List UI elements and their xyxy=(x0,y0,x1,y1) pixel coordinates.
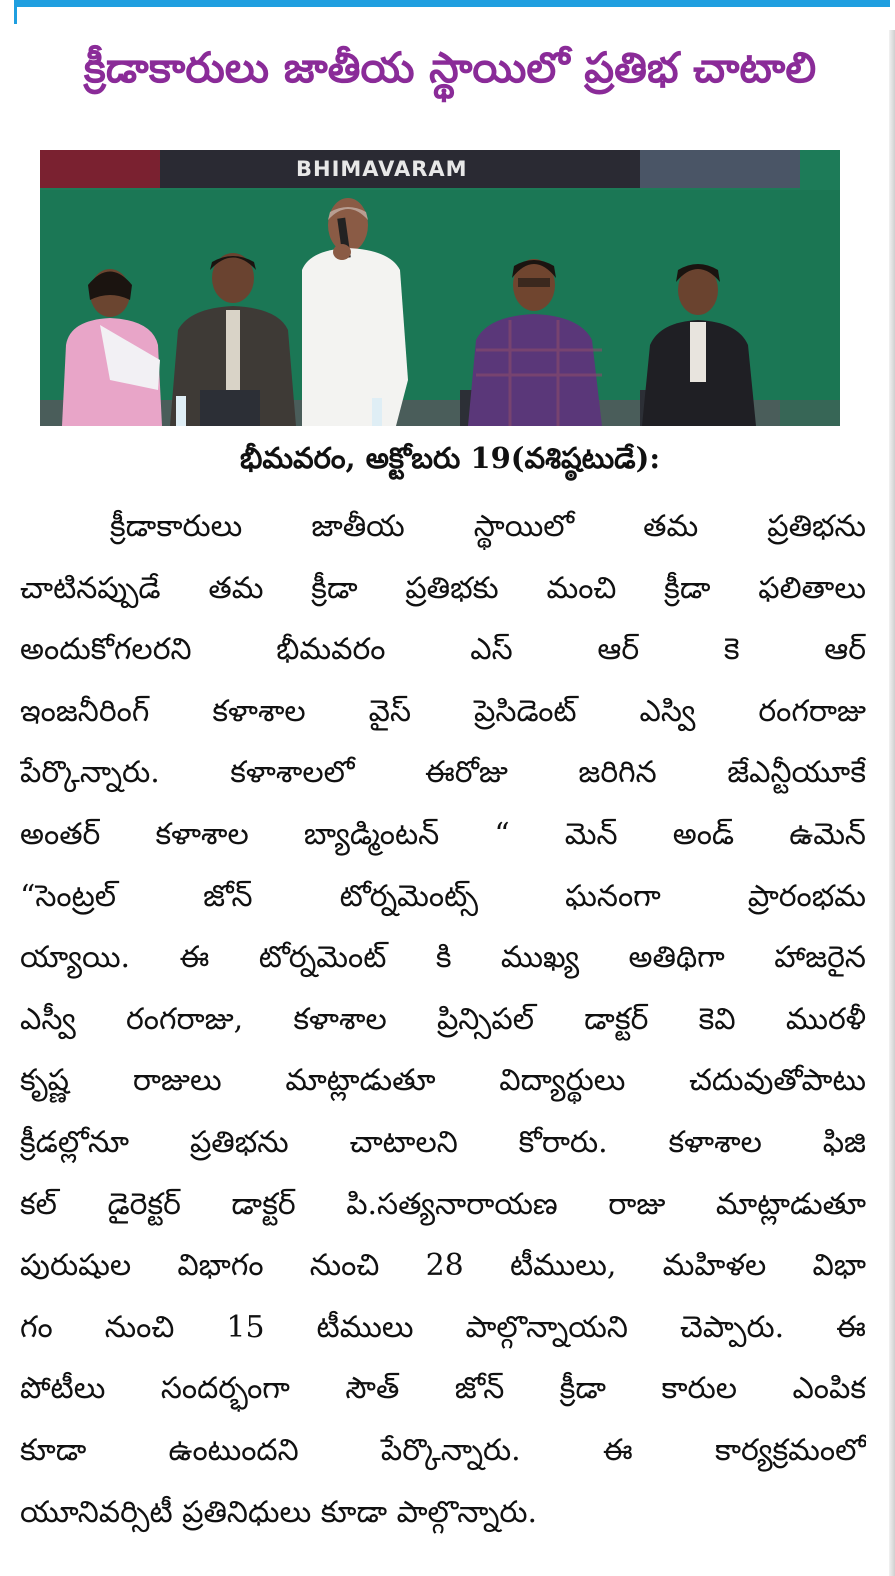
page-edge-shadow xyxy=(889,30,895,1576)
article-headline: క్రీడాకారులు జాతీయ స్థాయిలో ప్రతిభ చాటాలి xyxy=(83,43,817,92)
event-photo-illustration xyxy=(40,150,840,426)
body-line: కూడా ఉంటుందని పేర్కొన్నారు. ఈ కార్యక్రమంలో xyxy=(20,1432,866,1468)
left-border-tick xyxy=(14,0,17,24)
body-line: కల్ డైరెక్టర్ డాక్టర్ పి.సత్యనారాయణ రాజు మాట్లాడుతూ xyxy=(20,1186,866,1222)
body-line: చాటినప్పుడే తమ క్రీడా ప్రతిభకు మంచి క్రీడా ఫలితాలు xyxy=(20,570,866,606)
body-line: యూనివర్సిటీ ప్రతినిధులు కూడా పాల్గొన్నారు. xyxy=(20,1494,538,1530)
body-line: క్రీడల్లోనూ ప్రతిభను చాటాలని కోరారు. కళాశాల ఫిజి xyxy=(20,1124,866,1160)
body-line: క్రీడాకారులు జాతీయ స్థాయిలో తమ ప్రతిభను xyxy=(110,509,866,544)
body-line: పురుషుల విభాగం నుంచి 28 టీములు, మహిళల విభా xyxy=(20,1248,866,1284)
article-dateline: భీమవరం, అక్టోబరు 19(వశిష్ఠటుడే): xyxy=(239,441,661,475)
article-body xyxy=(20,496,866,1543)
body-line: గం నుంచి 15 టీములు పాల్గొన్నాయని చెప్పారు. ఈ xyxy=(20,1309,866,1345)
body-line: అందుకోగలరని భీమవరం ఎస్ ఆర్ కె ఆర్ xyxy=(20,632,866,668)
body-line: ఇంజనీరింగ్ కళాశాల వైస్ ప్రెసిడెంట్ ఎస్వి రంగరాజు xyxy=(20,693,866,729)
body-line: య్యాయి. ఈ టోర్నమెంట్ కి ముఖ్య అతిథిగా హాజరైన xyxy=(20,940,866,976)
article-photo xyxy=(40,150,840,426)
body-line: పేర్కొన్నారు. కళాశాలలో ఈరోజు జరిగిన జేఎన్టీయూకే xyxy=(20,755,866,791)
body-line: ఎస్వీ రంగరాజు, కళాశాల ప్రిన్సిపల్ డాక్టర్ కెవి మురళీ xyxy=(20,1001,866,1037)
photo-banner-text: BHIMAVARAM xyxy=(296,157,468,181)
body-line: అంతర్ కళాశాల బ్యాడ్మింటన్ “ మెన్ అండ్ ఉమెన్ xyxy=(20,816,866,852)
top-border-rule xyxy=(14,0,890,7)
body-line: కృష్ణ రాజులు మాట్లాడుతూ విద్యార్థులు చదువుతోపాటు xyxy=(20,1063,866,1099)
body-line: పోటీలు సందర్భంగా సౌత్ జోన్ క్రీడా కారుల ఎంపిక xyxy=(20,1371,866,1407)
body-line: “సెంట్రల్ జోన్ టోర్నమెంట్స్ ఘనంగా ప్రారంభమ xyxy=(20,878,866,914)
